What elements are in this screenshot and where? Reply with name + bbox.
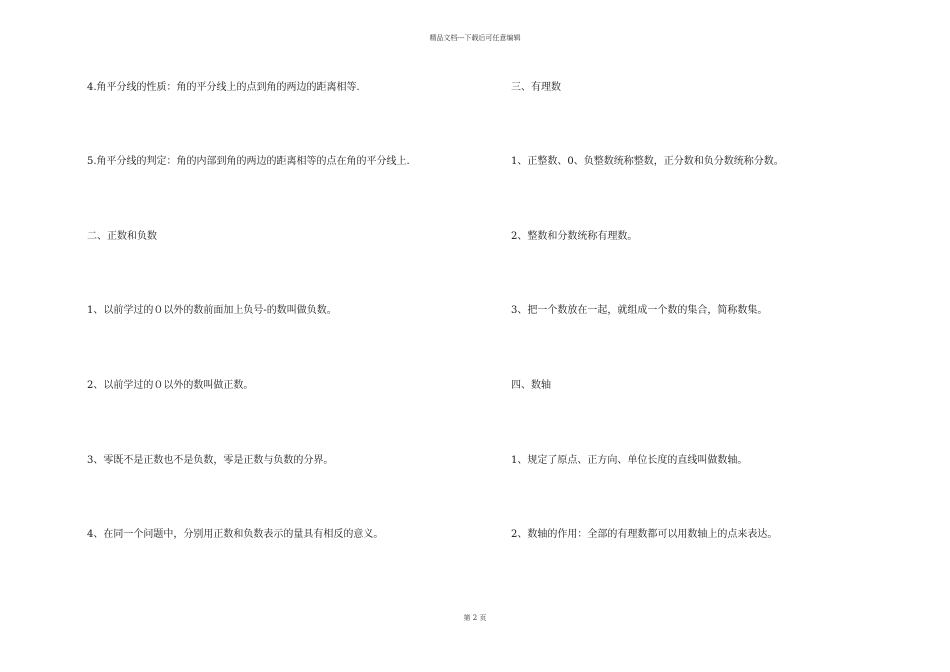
text-line: 5.角平分线的判定：角的内部到角的两边的距离相等的点在角的平分线上. — [87, 156, 410, 167]
section-heading: 四、数轴 — [511, 380, 551, 391]
section-heading: 三、有理数 — [511, 82, 561, 93]
text-line: 4.角平分线的性质：角的平分线上的点到角的两边的距离相等. — [87, 82, 360, 93]
text-line: 1、正整数、0、负整数统称整数，正分数和负分数统称分数。 — [511, 156, 784, 167]
section-heading: 二、正数和负数 — [87, 231, 157, 242]
page-number: 第 2 页 — [463, 614, 487, 622]
header-note: 精品文档---下载后可任意编辑 — [429, 34, 521, 42]
text-line: 3、把一个数放在一起，就组成一个数的集合，简称数集。 — [511, 305, 768, 316]
text-line: 2、数轴的作用：全部的有理数都可以用数轴上的点来表达。 — [511, 529, 778, 540]
text-line: 2、整数和分数统称有理数。 — [511, 231, 638, 242]
text-line: 4、在同一个问题中，分别用正数和负数表示的量具有相反的意义。 — [87, 529, 384, 540]
text-line: 2、以前学过的０以外的数叫做正数。 — [87, 380, 254, 391]
text-line: 1、以前学过的０以外的数前面加上负号-的数叫做负数。 — [87, 305, 337, 316]
text-line: 3、零既不是正数也不是负数，零是正数与负数的分界。 — [87, 455, 334, 466]
text-line: 1、规定了原点、正方向、单位长度的直线叫做数轴。 — [511, 455, 748, 466]
